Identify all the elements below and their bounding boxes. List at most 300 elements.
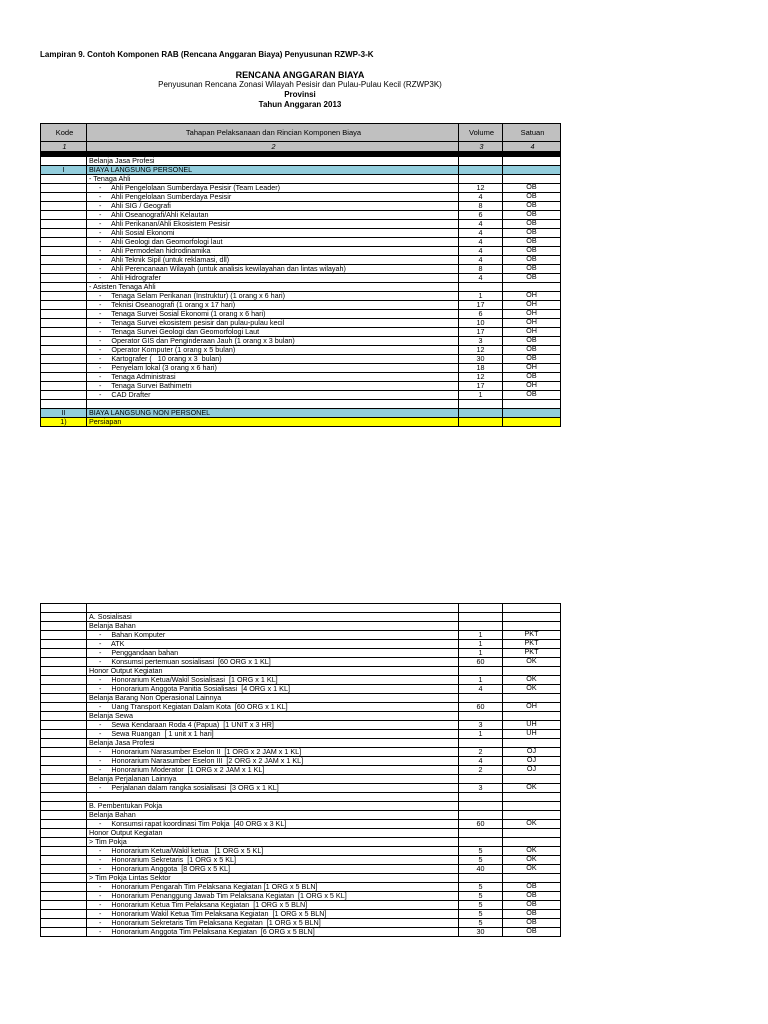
table-row bbox=[41, 685, 561, 694]
cell-kode bbox=[41, 892, 87, 901]
table-row bbox=[41, 793, 561, 802]
cell-uraian bbox=[87, 166, 459, 175]
item-description: Belanja Jasa Profesi bbox=[89, 156, 155, 165]
table-row bbox=[41, 865, 561, 874]
cell-uraian bbox=[87, 613, 459, 622]
table-row bbox=[41, 220, 561, 229]
cell-satuan: OB bbox=[503, 337, 561, 346]
item-description: Belanja Jasa Profesi bbox=[89, 738, 155, 747]
table-header-row bbox=[41, 124, 561, 142]
cell-satuan bbox=[503, 418, 561, 427]
cell-volume: 2 bbox=[459, 766, 503, 775]
cell-volume: 4 bbox=[459, 247, 503, 256]
table-row bbox=[41, 658, 561, 667]
cell-satuan: OB bbox=[503, 910, 561, 919]
cell-volume: 30 bbox=[459, 355, 503, 364]
table-row bbox=[41, 910, 561, 919]
cell-kode bbox=[41, 685, 87, 694]
cell-satuan bbox=[503, 409, 561, 418]
cell-satuan: OK bbox=[503, 685, 561, 694]
item-description: Belanja Bahan bbox=[89, 810, 136, 819]
cell-satuan bbox=[503, 166, 561, 175]
cell-uraian bbox=[87, 265, 459, 274]
table-row bbox=[41, 274, 561, 283]
cell-volume: 5 bbox=[459, 883, 503, 892]
item-description: - Honorarium Ketua/Wakil ketua [1 ORG x 5 KL] bbox=[99, 846, 264, 855]
cell-volume: 1 bbox=[459, 730, 503, 739]
cell-kode bbox=[41, 622, 87, 631]
cell-uraian bbox=[87, 838, 459, 847]
cell-volume bbox=[459, 166, 503, 175]
item-description: - Ahli Teknik Sipil (untuk reklamasi, dll) bbox=[99, 255, 230, 264]
item-description: - Konsumsi rapat koordinasi Tim Pokja [40 ORG x 3 KL] bbox=[99, 819, 287, 828]
cell-kode bbox=[41, 373, 87, 382]
cell-volume: 4 bbox=[459, 274, 503, 283]
cell-uraian bbox=[87, 220, 459, 229]
cell-satuan bbox=[503, 283, 561, 292]
budget-table-part-2 bbox=[40, 603, 561, 937]
item-description: - Honorarium Narasumber Eselon II [1 ORG x 2 JAM x 1 KL] bbox=[99, 747, 302, 756]
table-row bbox=[41, 883, 561, 892]
cell-uraian bbox=[87, 292, 459, 301]
item-description: Belanja Bahan bbox=[89, 621, 136, 630]
cell-uraian bbox=[87, 910, 459, 919]
cell-uraian bbox=[87, 355, 459, 364]
item-description: - Asisten Tenaga Ahli bbox=[89, 282, 156, 291]
cell-uraian bbox=[87, 337, 459, 346]
cell-kode bbox=[41, 802, 87, 811]
cell-volume: 4 bbox=[459, 256, 503, 265]
item-description: - Ahli Oseanografi/Ahli Kelautan bbox=[99, 210, 209, 219]
cell-volume bbox=[459, 622, 503, 631]
cell-kode bbox=[41, 649, 87, 658]
table-row bbox=[41, 364, 561, 373]
column-number: 2 bbox=[87, 142, 459, 152]
cell-satuan: OB bbox=[503, 256, 561, 265]
cell-satuan: OB bbox=[503, 883, 561, 892]
cell-kode: II bbox=[41, 409, 87, 418]
cell-uraian bbox=[87, 883, 459, 892]
table-row bbox=[41, 337, 561, 346]
cell-satuan bbox=[503, 613, 561, 622]
cell-satuan: OJ bbox=[503, 748, 561, 757]
document-heading bbox=[40, 70, 560, 110]
table-row bbox=[41, 703, 561, 712]
cell-kode bbox=[41, 676, 87, 685]
table-row bbox=[41, 283, 561, 292]
cell-uraian bbox=[87, 676, 459, 685]
cell-satuan: OK bbox=[503, 820, 561, 829]
cell-kode bbox=[41, 346, 87, 355]
table-row bbox=[41, 649, 561, 658]
cell-satuan: OB bbox=[503, 265, 561, 274]
cell-kode bbox=[41, 631, 87, 640]
table-row bbox=[41, 418, 561, 427]
budget-table-part-1 bbox=[40, 123, 561, 427]
column-number-row bbox=[41, 142, 561, 152]
cell-uraian bbox=[87, 604, 459, 613]
cell-uraian bbox=[87, 310, 459, 319]
cell-uraian bbox=[87, 256, 459, 265]
cell-uraian bbox=[87, 694, 459, 703]
table-row bbox=[41, 721, 561, 730]
item-description: - Honorarium Moderator [1 ORG x 2 JAM x 1 KL] bbox=[99, 765, 265, 774]
cell-uraian bbox=[87, 274, 459, 283]
cell-kode bbox=[41, 838, 87, 847]
cell-uraian bbox=[87, 820, 459, 829]
table-row bbox=[41, 667, 561, 676]
item-description: - Operator Komputer (1 orang x 5 bulan) bbox=[99, 345, 236, 354]
cell-volume: 12 bbox=[459, 184, 503, 193]
cell-satuan: OK bbox=[503, 676, 561, 685]
cell-satuan bbox=[503, 622, 561, 631]
item-description: - Tenaga Survei ekosistem pesisir dan pulau-pulau kecil bbox=[99, 318, 285, 327]
cell-uraian bbox=[87, 247, 459, 256]
item-description: - Ahli Perikanan/Ahli Ekosistem Pesisir bbox=[99, 219, 231, 228]
column-number: 4 bbox=[503, 142, 561, 152]
cell-volume: 1 bbox=[459, 649, 503, 658]
item-description: Belanja Barang Non Operasional Lainnya bbox=[89, 693, 222, 702]
cell-kode bbox=[41, 211, 87, 220]
item-description: - CAD Drafter bbox=[99, 390, 151, 399]
cell-kode bbox=[41, 865, 87, 874]
item-description: BIAYA LANGSUNG PERSONEL bbox=[89, 165, 193, 174]
item-description: - Ahli Perencanaan Wilayah (untuk analisis kewilayahan dan lintas wilayah) bbox=[99, 264, 346, 273]
cell-volume bbox=[459, 838, 503, 847]
cell-kode bbox=[41, 247, 87, 256]
cell-satuan: OH bbox=[503, 703, 561, 712]
item-description: - Honorarium Anggota Panitia Sosialisasi [4 ORG x 1 KL] bbox=[99, 684, 290, 693]
cell-uraian bbox=[87, 667, 459, 676]
cell-uraian bbox=[87, 346, 459, 355]
table-row bbox=[41, 391, 561, 400]
cell-volume: 5 bbox=[459, 856, 503, 865]
table-row bbox=[41, 400, 561, 409]
cell-kode bbox=[41, 640, 87, 649]
cell-satuan bbox=[503, 802, 561, 811]
table-row bbox=[41, 355, 561, 364]
cell-kode bbox=[41, 274, 87, 283]
cell-uraian bbox=[87, 703, 459, 712]
cell-kode bbox=[41, 910, 87, 919]
cell-satuan: OH bbox=[503, 292, 561, 301]
item-description: - Tenaga Survei Bathimetri bbox=[99, 381, 192, 390]
cell-volume bbox=[459, 793, 503, 802]
cell-satuan bbox=[503, 667, 561, 676]
cell-kode bbox=[41, 229, 87, 238]
item-description: - Tenaga Survei Sosial Ekonomi (1 orang x 6 hari) bbox=[99, 309, 266, 318]
cell-volume: 18 bbox=[459, 364, 503, 373]
item-description: - Ahli SIG / Geografi bbox=[99, 201, 171, 210]
cell-uraian bbox=[87, 229, 459, 238]
item-description: - ATK bbox=[99, 639, 125, 648]
item-description: - Honorarium Anggota [8 ORG x 5 KL] bbox=[99, 864, 231, 873]
cell-satuan: UH bbox=[503, 730, 561, 739]
table-row bbox=[41, 328, 561, 337]
cell-volume: 4 bbox=[459, 229, 503, 238]
cell-kode bbox=[41, 883, 87, 892]
cell-uraian bbox=[87, 409, 459, 418]
cell-kode bbox=[41, 391, 87, 400]
cell-volume: 4 bbox=[459, 757, 503, 766]
cell-kode bbox=[41, 292, 87, 301]
cell-satuan: PKT bbox=[503, 640, 561, 649]
cell-volume: 5 bbox=[459, 919, 503, 928]
cell-kode bbox=[41, 730, 87, 739]
item-description: - Teknisi Oseanografi (1 orang x 17 hari) bbox=[99, 300, 236, 309]
header-kode: Kode bbox=[41, 124, 87, 142]
cell-satuan bbox=[503, 604, 561, 613]
cell-volume bbox=[459, 418, 503, 427]
cell-kode bbox=[41, 703, 87, 712]
item-description: - Tenaga Ahli bbox=[89, 174, 131, 183]
item-description: Belanja Perjalanan Lainnya bbox=[89, 774, 177, 783]
item-description: > Tim Pokja bbox=[89, 837, 127, 846]
cell-volume: 4 bbox=[459, 193, 503, 202]
cell-volume: 17 bbox=[459, 382, 503, 391]
table-row bbox=[41, 712, 561, 721]
item-description: - Ahli Geologi dan Geomorfologi laut bbox=[99, 237, 223, 246]
cell-uraian bbox=[87, 283, 459, 292]
item-description: - Honorarium Sekretaris Tim Pelaksana Kegiatan [1 ORG x 5 BLN] bbox=[99, 918, 321, 927]
cell-satuan: OB bbox=[503, 211, 561, 220]
cell-satuan: UH bbox=[503, 721, 561, 730]
table-row bbox=[41, 874, 561, 883]
cell-satuan: OB bbox=[503, 193, 561, 202]
table-row bbox=[41, 919, 561, 928]
document-title: RENCANA ANGGARAN BIAYA bbox=[235, 70, 365, 80]
cell-uraian bbox=[87, 847, 459, 856]
cell-kode bbox=[41, 157, 87, 166]
cell-volume bbox=[459, 613, 503, 622]
cell-uraian bbox=[87, 748, 459, 757]
cell-satuan: OH bbox=[503, 310, 561, 319]
item-description: - Honorarium Narasumber Eselon III [2 ORG x 2 JAM x 1 KL] bbox=[99, 756, 304, 765]
cell-uraian bbox=[87, 649, 459, 658]
cell-satuan: OB bbox=[503, 229, 561, 238]
cell-uraian bbox=[87, 400, 459, 409]
table-row bbox=[41, 676, 561, 685]
cell-kode bbox=[41, 301, 87, 310]
cell-uraian bbox=[87, 919, 459, 928]
table-row bbox=[41, 229, 561, 238]
cell-uraian bbox=[87, 211, 459, 220]
item-description: - Operator GIS dan Penginderaan Jauh (1 orang x 3 bulan) bbox=[99, 336, 295, 345]
cell-satuan bbox=[503, 400, 561, 409]
table-row bbox=[41, 928, 561, 937]
cell-volume: 60 bbox=[459, 703, 503, 712]
cell-satuan: OJ bbox=[503, 757, 561, 766]
table-row bbox=[41, 382, 561, 391]
cell-uraian bbox=[87, 775, 459, 784]
cell-satuan: OH bbox=[503, 319, 561, 328]
cell-kode bbox=[41, 310, 87, 319]
cell-satuan bbox=[503, 829, 561, 838]
cell-satuan: OB bbox=[503, 220, 561, 229]
cell-volume: 6 bbox=[459, 310, 503, 319]
cell-kode bbox=[41, 811, 87, 820]
cell-uraian bbox=[87, 730, 459, 739]
cell-kode bbox=[41, 694, 87, 703]
cell-volume: 4 bbox=[459, 685, 503, 694]
cell-satuan: PKT bbox=[503, 631, 561, 640]
cell-kode bbox=[41, 928, 87, 937]
item-description: B. Pembentukan Pokja bbox=[89, 801, 163, 810]
cell-kode bbox=[41, 667, 87, 676]
cell-volume bbox=[459, 811, 503, 820]
fiscal-year-line: Tahun Anggaran 2013 bbox=[258, 100, 342, 109]
cell-satuan bbox=[503, 712, 561, 721]
cell-satuan bbox=[503, 874, 561, 883]
cell-volume: 1 bbox=[459, 292, 503, 301]
cell-volume: 17 bbox=[459, 328, 503, 337]
table-row bbox=[41, 301, 561, 310]
cell-uraian bbox=[87, 928, 459, 937]
cell-satuan: OB bbox=[503, 238, 561, 247]
cell-kode bbox=[41, 901, 87, 910]
cell-volume bbox=[459, 175, 503, 184]
item-description: - Honorarium Sekretaris [1 ORG x 5 KL] bbox=[99, 855, 237, 864]
cell-volume bbox=[459, 604, 503, 613]
cell-kode bbox=[41, 319, 87, 328]
cell-uraian bbox=[87, 856, 459, 865]
cell-satuan: OH bbox=[503, 301, 561, 310]
cell-volume bbox=[459, 409, 503, 418]
cell-uraian bbox=[87, 739, 459, 748]
cell-satuan bbox=[503, 694, 561, 703]
item-description: - Ahli Pengelolaan Sumberdaya Pesisir (Team Leader) bbox=[99, 183, 280, 192]
cell-satuan: OB bbox=[503, 928, 561, 937]
table-row bbox=[41, 757, 561, 766]
cell-kode bbox=[41, 193, 87, 202]
table-row bbox=[41, 748, 561, 757]
item-description: BIAYA LANGSUNG NON PERSONEL bbox=[89, 408, 211, 417]
cell-satuan: OJ bbox=[503, 766, 561, 775]
cell-satuan bbox=[503, 157, 561, 166]
cell-uraian bbox=[87, 784, 459, 793]
cell-uraian bbox=[87, 712, 459, 721]
item-description: - Penyelam lokal (3 orang x 6 hari) bbox=[99, 363, 217, 372]
cell-kode bbox=[41, 784, 87, 793]
cell-kode bbox=[41, 757, 87, 766]
cell-uraian bbox=[87, 418, 459, 427]
item-description: - Uang Transport Kegiatan Dalam Kota [60 ORG x 1 KL] bbox=[99, 702, 288, 711]
cell-uraian bbox=[87, 892, 459, 901]
cell-kode bbox=[41, 400, 87, 409]
item-description: - Honorarium Anggota Tim Pelaksana Kegiatan [6 ORG x 5 BLN] bbox=[99, 927, 315, 936]
cell-kode bbox=[41, 874, 87, 883]
item-description: - Sewa Kendaraan Roda 4 (Papua) [1 UNIT x 3 HR] bbox=[99, 720, 274, 729]
cell-kode bbox=[41, 238, 87, 247]
cell-uraian bbox=[87, 364, 459, 373]
cell-satuan: OK bbox=[503, 658, 561, 667]
cell-volume: 4 bbox=[459, 220, 503, 229]
cell-kode bbox=[41, 328, 87, 337]
cell-kode bbox=[41, 265, 87, 274]
table-row bbox=[41, 175, 561, 184]
cell-uraian bbox=[87, 631, 459, 640]
cell-uraian bbox=[87, 319, 459, 328]
cell-satuan: OB bbox=[503, 391, 561, 400]
table-row bbox=[41, 811, 561, 820]
item-description: > Tim Pokja Lintas Sektor bbox=[89, 873, 171, 882]
cell-volume bbox=[459, 157, 503, 166]
cell-satuan: OB bbox=[503, 919, 561, 928]
cell-volume: 17 bbox=[459, 301, 503, 310]
cell-uraian bbox=[87, 193, 459, 202]
cell-satuan: OB bbox=[503, 247, 561, 256]
cell-uraian bbox=[87, 766, 459, 775]
cell-satuan: OH bbox=[503, 364, 561, 373]
cell-volume: 8 bbox=[459, 265, 503, 274]
table-row bbox=[41, 631, 561, 640]
cell-satuan bbox=[503, 739, 561, 748]
table-row bbox=[41, 193, 561, 202]
item-description: - Ahli Permodelan hidrodinamika bbox=[99, 246, 211, 255]
cell-kode bbox=[41, 829, 87, 838]
cell-uraian bbox=[87, 874, 459, 883]
cell-satuan: OK bbox=[503, 784, 561, 793]
cell-kode bbox=[41, 355, 87, 364]
table-row bbox=[41, 739, 561, 748]
cell-uraian bbox=[87, 202, 459, 211]
table-row bbox=[41, 211, 561, 220]
cell-volume bbox=[459, 829, 503, 838]
cell-satuan: OB bbox=[503, 892, 561, 901]
column-number: 3 bbox=[459, 142, 503, 152]
cell-uraian bbox=[87, 184, 459, 193]
province-line: Provinsi bbox=[284, 90, 316, 99]
item-description: - Tenaga Survei Geologi dan Geomorfologi Laut bbox=[99, 327, 260, 336]
cell-uraian bbox=[87, 640, 459, 649]
cell-kode bbox=[41, 283, 87, 292]
table-row bbox=[41, 373, 561, 382]
cell-kode bbox=[41, 856, 87, 865]
cell-kode bbox=[41, 712, 87, 721]
header-uraian: Tahapan Pelaksanaan dan Rincian Komponen Biaya bbox=[87, 124, 459, 142]
table-row bbox=[41, 604, 561, 613]
cell-kode bbox=[41, 748, 87, 757]
cell-volume bbox=[459, 802, 503, 811]
cell-uraian bbox=[87, 157, 459, 166]
table-row bbox=[41, 409, 561, 418]
table-row bbox=[41, 775, 561, 784]
item-description: - Perjalanan dalam rangka sosialisasi [3 ORG x 1 KL] bbox=[99, 783, 279, 792]
item-description: - Sewa Ruangan [ 1 unit x 1 hari] bbox=[99, 729, 214, 738]
table-row bbox=[41, 292, 561, 301]
cell-volume bbox=[459, 667, 503, 676]
cell-satuan: OH bbox=[503, 382, 561, 391]
cell-kode bbox=[41, 202, 87, 211]
cell-volume bbox=[459, 775, 503, 784]
cell-uraian bbox=[87, 685, 459, 694]
cell-volume: 5 bbox=[459, 910, 503, 919]
cell-kode bbox=[41, 919, 87, 928]
cell-volume: 30 bbox=[459, 928, 503, 937]
cell-uraian bbox=[87, 622, 459, 631]
cell-kode bbox=[41, 337, 87, 346]
cell-uraian bbox=[87, 811, 459, 820]
cell-volume: 1 bbox=[459, 631, 503, 640]
cell-uraian bbox=[87, 793, 459, 802]
item-description: - Tenaga Administrasi bbox=[99, 372, 176, 381]
item-description: - Tenaga Selam Perikanan (Instruktur) (1 orang x 6 hari) bbox=[99, 291, 286, 300]
cell-satuan: OK bbox=[503, 865, 561, 874]
cell-volume: 10 bbox=[459, 319, 503, 328]
cell-satuan bbox=[503, 793, 561, 802]
cell-uraian bbox=[87, 175, 459, 184]
item-description: - Ahli Hidrografer bbox=[99, 273, 161, 282]
